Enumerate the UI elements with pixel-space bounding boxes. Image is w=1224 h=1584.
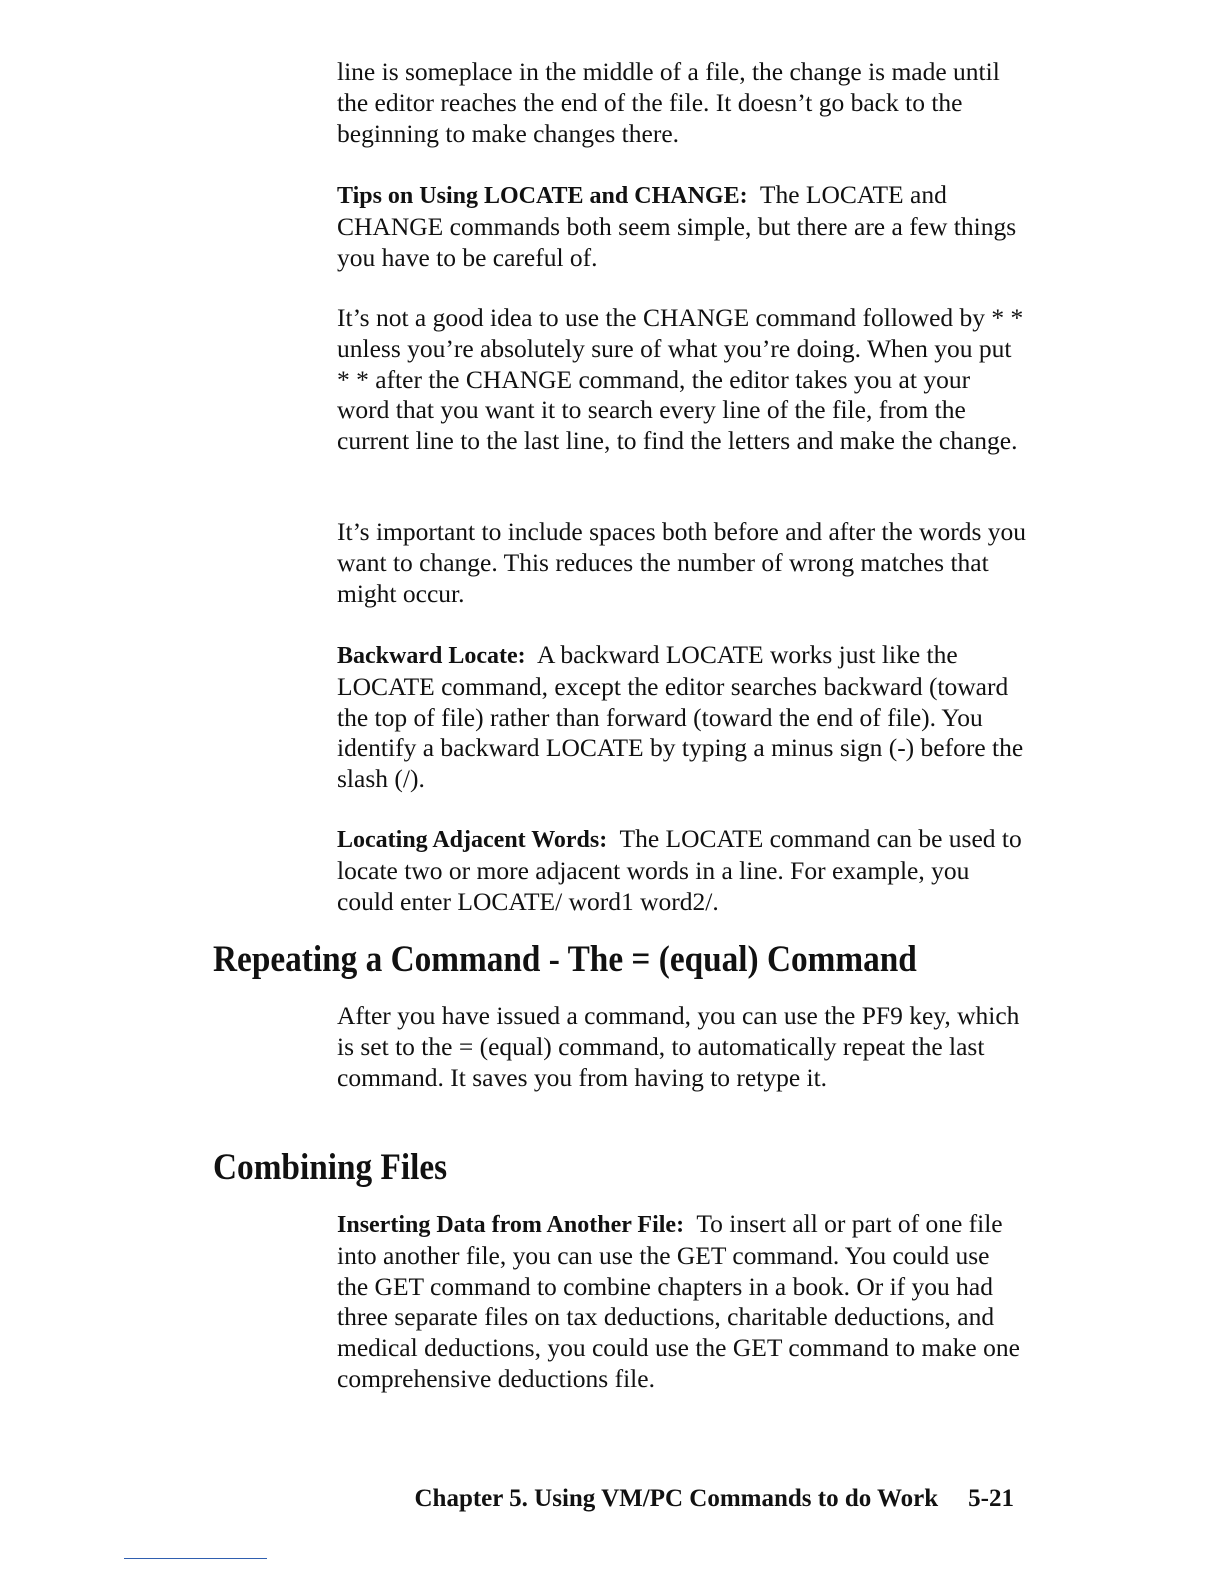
backward-locate-text: A backward LOCATE works just like the LOCATE command, except the editor searches backward (toward the top of file) rather than forward (toward the end of file). You identify a backward LOCATE by typing a minus sign (-) before the slash (/). [337, 640, 1024, 794]
intro-paragraph [337, 57, 1027, 149]
combine-lead: Inserting Data from Another File: [337, 1212, 685, 1238]
spaces-paragraph [337, 517, 1027, 609]
repeat-paragraph [337, 1001, 1027, 1093]
bottom-rule [124, 1558, 267, 1559]
intro-text: line is someplace in the middle of a file, the change is made until the editor reaches the end of the file. It doesn’t go back to the beginning to make changes there. [337, 57, 1000, 148]
adjacent-words-paragraph [337, 824, 1027, 917]
footer-chapter: Chapter 5. Using VM/PC Commands to do Work [414, 1485, 939, 1512]
tips-paragraph [337, 180, 1027, 273]
change-star-text: It’s not a good idea to use the CHANGE command followed by * * unless you’re absolutely sure of what you’re doing. When you put * * after the CHANGE command, the editor takes you at your word that you want it to search every line of the file, from the current line to the last line, to find the letters and make the change. [337, 303, 1024, 456]
adjacent-words-lead: Locating Adjacent Words: [337, 827, 608, 853]
tips-lead: Tips on Using LOCATE and CHANGE: [337, 183, 748, 209]
tips-text: The LOCATE and CHANGE commands both seem simple, but there are a few things you have to be careful of. [337, 180, 1017, 272]
combine-text: To insert all or part of one file into another file, you can use the GET command. You could use the GET command to combine chapters in a book. Or if you had three separate files on tax deductions, charitable deductions, and medical deductions, you could use the GET command to make one comprehensive deductions file. [337, 1209, 1020, 1393]
repeat-section-heading: Repeating a Command - The = (equal) Command [213, 939, 917, 980]
combine-section-heading: Combining Files [213, 1147, 448, 1188]
backward-locate-paragraph [337, 640, 1027, 795]
adjacent-words-text: The LOCATE command can be used to locate two or more adjacent words in a line. For example, you could enter LOCATE/ word1 word2/. [337, 824, 1022, 916]
spaces-text: It’s important to include spaces both before and after the words you want to change. This reduces the number of wrong matches that might occur. [337, 517, 1027, 608]
change-star-paragraph [337, 303, 1027, 457]
combine-paragraph [337, 1209, 1027, 1395]
footer-page-number: 5-21 [968, 1485, 1014, 1512]
page-footer [415, 1484, 1015, 1514]
repeat-text: After you have issued a command, you can use the PF9 key, which is set to the = (equal) command, to automatically repeat the last command. It saves you from having to retype it. [337, 1001, 1020, 1092]
backward-locate-lead: Backward Locate: [337, 643, 526, 669]
